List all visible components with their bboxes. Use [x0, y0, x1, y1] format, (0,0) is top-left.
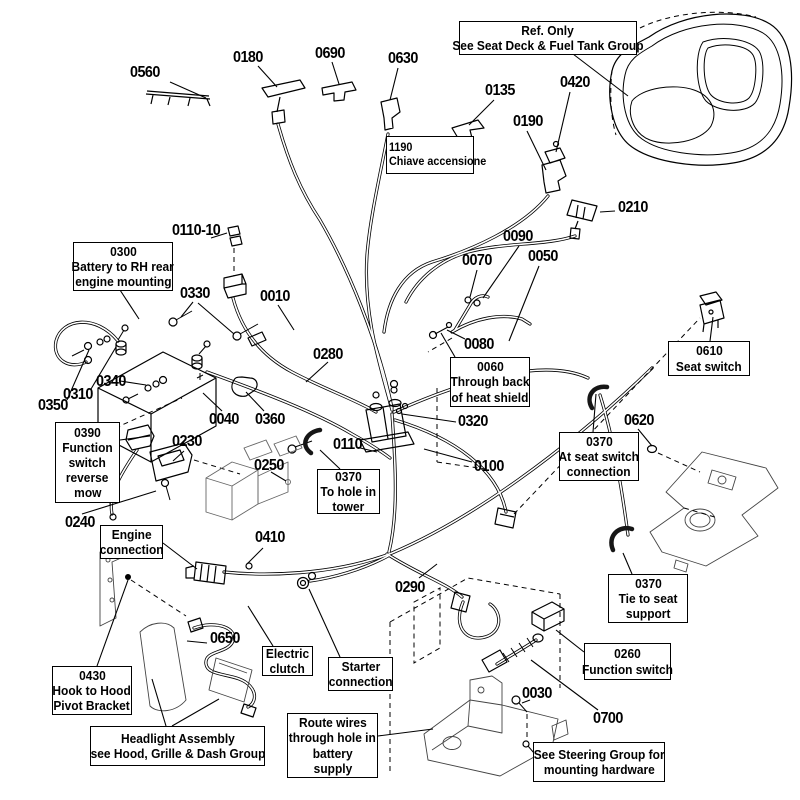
part-label-0070: 0070 — [462, 252, 492, 269]
note-line: Battery to RH rear — [71, 258, 175, 274]
part-label-0250: 0250 — [254, 457, 284, 474]
note-function-reverse-mow — [55, 422, 120, 503]
note-line: supply — [313, 760, 352, 776]
note-line: tower — [332, 499, 365, 515]
note-line: connection — [328, 674, 393, 689]
note-line: Function switch — [581, 661, 674, 677]
note-line: connection — [567, 464, 631, 480]
note-line: At seat switch — [558, 448, 640, 464]
part-label-0135: 0135 — [485, 82, 515, 99]
note-line: To hole in — [320, 483, 377, 499]
note-line: 0430 — [78, 667, 106, 683]
note-line: clutch — [269, 661, 306, 676]
clip-0110-10 — [224, 226, 246, 298]
part-label-0190: 0190 — [513, 113, 543, 130]
note-line: connection — [99, 542, 164, 557]
part-label-0010: 0010 — [260, 288, 290, 305]
part-label-0210: 0210 — [618, 199, 648, 216]
note-starter-connection — [328, 657, 393, 691]
part-label-0230: 0230 — [172, 433, 202, 450]
part-label-0420: 0420 — [560, 74, 590, 91]
part-label-0040: 0040 — [209, 411, 239, 428]
part-label-0620: 0620 — [624, 412, 654, 429]
note-electric-clutch — [262, 646, 313, 676]
note-line: switch — [68, 454, 107, 470]
part-label-0630: 0630 — [388, 50, 418, 67]
part-label-0690: 0690 — [315, 45, 345, 62]
note-tie-to-seat — [608, 574, 688, 623]
note-line: Engine — [111, 526, 152, 542]
part-label-0090: 0090 — [503, 228, 533, 245]
note-line: 0390 — [74, 424, 101, 440]
note-line: Pivot Bracket — [53, 698, 131, 714]
part-label-0240: 0240 — [65, 514, 95, 531]
part-label-0330: 0330 — [180, 285, 210, 302]
note-line: 0610 — [695, 343, 723, 359]
note-line: 0060 — [476, 359, 504, 375]
part-label-0320: 0320 — [458, 413, 488, 430]
part-label-0560: 0560 — [130, 64, 160, 81]
note-line: 0260 — [614, 646, 641, 662]
note-line: See Steering Group for — [533, 746, 665, 762]
note-line: see Hood, Grille & Dash Group — [90, 746, 265, 761]
seat-drawing — [610, 12, 792, 165]
part-label-0030: 0030 — [522, 685, 552, 702]
note-line: support — [625, 606, 671, 622]
note-line: See Seat Deck & Fuel Tank Group — [452, 38, 644, 53]
part-label-0360: 0360 — [255, 411, 285, 428]
part-label-0350: 0350 — [38, 397, 68, 414]
note-ignition-key — [386, 136, 487, 174]
note-line: 0370 — [585, 433, 613, 449]
note-line: Hook to Hood — [52, 682, 132, 698]
part-label-0410: 0410 — [255, 529, 285, 546]
part-label-0110: 0110 — [333, 436, 363, 453]
seat-switch-part — [495, 292, 724, 528]
note-line: 0370 — [335, 468, 362, 484]
part-label-0310: 0310 — [63, 386, 93, 403]
note-at-seat-switch — [559, 432, 639, 481]
note-line: 1190 — [389, 140, 413, 155]
seat-support — [650, 452, 778, 572]
part-label-0700: 0700 — [593, 710, 623, 727]
note-line: through hole in — [288, 730, 377, 746]
note-route-wires — [287, 713, 378, 778]
note-line: Function — [62, 439, 113, 455]
note-line: battery — [312, 745, 353, 761]
note-line: Ref. Only — [521, 22, 575, 38]
note-line: mow — [73, 485, 102, 501]
part-label-0280: 0280 — [313, 346, 343, 363]
note-line: Tie to seat — [618, 590, 678, 606]
note-line: mounting hardware — [543, 762, 655, 777]
part-label-0650: 0650 — [210, 630, 240, 647]
note-line: Route wires — [298, 715, 367, 731]
part-label-0290: 0290 — [395, 579, 425, 596]
note-headlight-assembly — [90, 726, 265, 766]
part-label-0080: 0080 — [464, 336, 494, 353]
note-line: 0370 — [634, 575, 662, 591]
note-line: Starter — [341, 658, 380, 674]
note-function-switch — [581, 643, 674, 680]
note-line: Chiave accensione — [389, 154, 487, 168]
bracket-0230 — [150, 443, 240, 500]
note-line: engine mounting — [74, 274, 172, 290]
note-battery-mount — [73, 242, 173, 291]
note-line: Seat switch — [676, 358, 742, 374]
note-ref-only — [452, 21, 644, 55]
note-line: of heat shield — [451, 389, 529, 405]
note-hook-to-hood — [52, 666, 132, 715]
note-line: 0300 — [109, 243, 137, 259]
note-heat-shield — [450, 357, 530, 407]
function-switch-harness — [482, 602, 564, 672]
part-label-0050: 0050 — [528, 248, 558, 265]
note-steering-group — [533, 742, 665, 782]
note-line: Electric — [265, 645, 310, 661]
part-label-0340: 0340 — [96, 373, 126, 390]
part-label-0100: 0100 — [474, 458, 504, 475]
part-label-0180: 0180 — [233, 49, 263, 66]
note-line: Through back — [450, 374, 530, 390]
note-seat-switch — [668, 341, 750, 376]
note-line: reverse — [66, 470, 109, 486]
note-engine-connection — [100, 525, 163, 559]
part-label-0110-10: 0110-10 — [172, 222, 221, 239]
note-line: Headlight Assembly — [120, 730, 235, 746]
note-hole-in-tower — [317, 469, 380, 514]
